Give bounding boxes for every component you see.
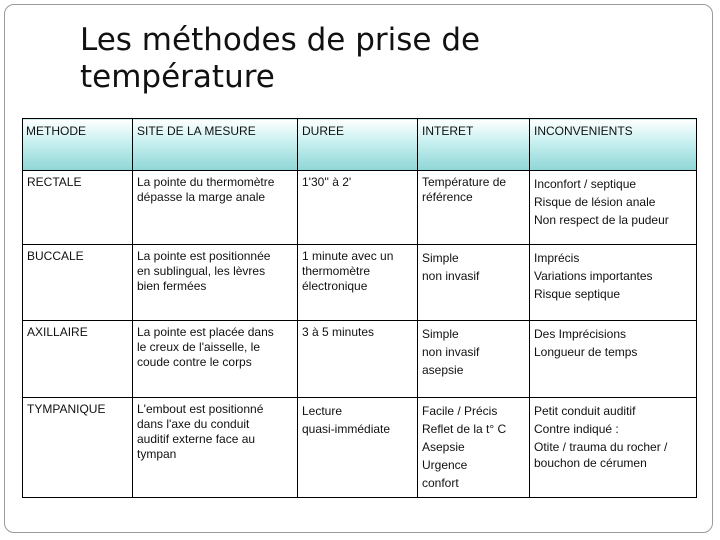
cell-line: Otite / trauma du rocher / [534, 440, 668, 454]
cell-line: Inconfort / septique [534, 177, 637, 191]
cell-duree [298, 171, 418, 245]
cell-line: Simple [422, 327, 459, 341]
cell-line: La pointe est placée dans [137, 325, 274, 339]
cell-line: tympan [137, 447, 177, 461]
table-header-row [23, 119, 697, 171]
cell-site [133, 398, 298, 498]
cell-line: Longueur de temps [534, 345, 638, 359]
cell-duree [298, 398, 418, 498]
table-row [23, 321, 697, 398]
cell-line: le creux de l'aisselle, le [137, 340, 261, 354]
cell-line: Asepsie [422, 440, 465, 454]
cell-line: Lecture [302, 404, 343, 418]
cell-line: Contre indiqué : [534, 422, 619, 436]
column-header-methode: METHODE [23, 119, 133, 171]
cell-duree [298, 321, 418, 398]
column-header-inconvenients: INCONVENIENTS [530, 119, 697, 171]
cell-line: en sublingual, les lèvres [137, 264, 266, 278]
cell-line: 1'30'' à 2' [302, 175, 352, 189]
cell-inconvenients [530, 245, 697, 321]
cell-inconvenients [530, 321, 697, 398]
cell-line: dans l'axe du conduit [137, 417, 250, 431]
cell-line: électronique [302, 279, 368, 293]
cell-line: Risque de lésion anale [534, 195, 656, 209]
cell-site [133, 171, 298, 245]
cell-line: Des Imprécisions [534, 327, 627, 341]
cell-line: La pointe est positionnée [137, 249, 271, 263]
cell-line: L'embout est positionné [137, 402, 264, 416]
cell-methode: TYMPANIQUE [23, 398, 133, 498]
cell-site [133, 245, 298, 321]
cell-line: Facile / Précis [422, 404, 498, 418]
table-row [23, 245, 697, 321]
cell-line: asepsie [422, 363, 464, 377]
cell-line: 3 à 5 minutes [302, 325, 375, 339]
cell-interet [418, 245, 530, 321]
cell-line: Risque septique [534, 287, 621, 301]
cell-line: Simple [422, 251, 459, 265]
cell-line: dépasse la marge anale [137, 190, 266, 204]
page-title: Les méthodes de prise de température [80, 22, 481, 95]
cell-line: La pointe du thermomètre [137, 175, 275, 189]
cell-methode: RECTALE [23, 171, 133, 245]
cell-line: quasi-immédiate [302, 422, 391, 436]
cell-line: 1 minute avec un [302, 249, 394, 263]
cell-line: Température de [422, 175, 507, 189]
cell-line: bouchon de cérumen [534, 456, 647, 470]
cell-interet [418, 321, 530, 398]
table-row [23, 398, 697, 498]
cell-line: coude contre le corps [137, 355, 252, 369]
column-header-duree: DUREE [298, 119, 418, 171]
cell-methode: AXILLAIRE [23, 321, 133, 398]
column-header-interet: INTERET [418, 119, 530, 171]
cell-line: Urgence [422, 458, 468, 472]
cell-site [133, 321, 298, 398]
cell-line: non invasif [422, 345, 480, 359]
cell-line: auditif externe face au [137, 432, 256, 446]
table-row [23, 171, 697, 245]
cell-line: Imprécis [534, 251, 580, 265]
cell-interet [418, 398, 530, 498]
cell-inconvenients [530, 398, 697, 498]
cell-line: Reflet de la t° C [422, 422, 507, 436]
cell-line: confort [422, 476, 459, 490]
cell-line: référence [422, 190, 473, 204]
table-body [23, 171, 697, 498]
column-header-site: SITE DE LA MESURE [133, 119, 298, 171]
cell-line: Petit conduit auditif [534, 404, 636, 418]
cell-methode: BUCCALE [23, 245, 133, 321]
cell-line: non invasif [422, 269, 480, 283]
temperature-methods-table [22, 118, 697, 498]
cell-line: Variations importantes [534, 269, 653, 283]
cell-interet [418, 171, 530, 245]
cell-line: bien fermées [137, 279, 207, 293]
cell-line: Non respect de la pudeur [534, 213, 669, 227]
cell-inconvenients [530, 171, 697, 245]
cell-duree [298, 245, 418, 321]
cell-line: thermomètre [302, 264, 371, 278]
